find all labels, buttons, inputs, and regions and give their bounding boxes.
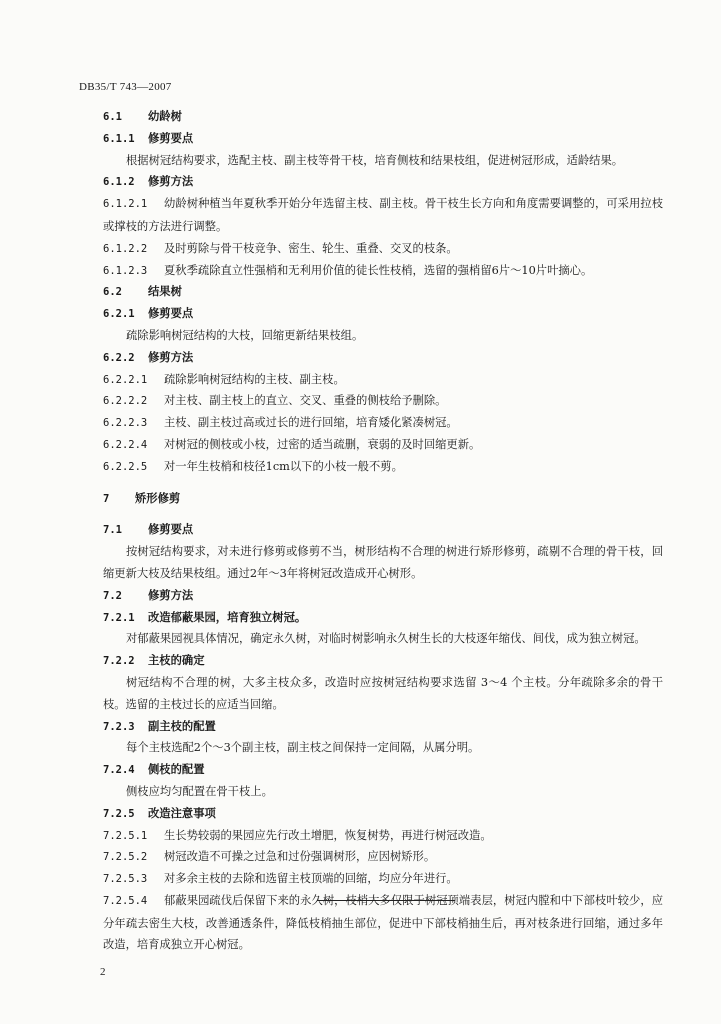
spacer — [103, 478, 663, 488]
list-item — [103, 846, 663, 868]
clause-number: 6.2.2.1 — [103, 373, 148, 386]
clause-number: 6.2.2.5 — [103, 460, 148, 473]
list-item — [103, 434, 663, 456]
clause-text: 树冠结构不合理的树，大多主枝众多，改造时应按树冠结构要求选留 3～4 个主枝。分年疏除多余的骨干枝。选留的主枝过长的应适当回缩。 — [103, 675, 663, 711]
clause-number: 6.1 — [103, 111, 122, 123]
clause-heading — [103, 303, 663, 325]
clause-number: 6.2.2 — [103, 351, 135, 364]
list-item — [103, 390, 663, 412]
clause-text: 侧枝的配置 — [148, 762, 205, 777]
clause-heading — [103, 128, 663, 150]
section-heading — [103, 488, 663, 510]
list-item — [103, 456, 663, 478]
list-item — [103, 825, 663, 847]
subsection-heading — [103, 281, 663, 303]
clause-text: 幼龄树种植当年夏秋季开始分年选留主枝、副主枝。骨干枝生长方向和角度需要调整的，可采用拉枝或撑枝的方法进行调整。 — [103, 197, 663, 233]
clause-number: 6.2.2.4 — [103, 438, 148, 451]
clause-text: 副主枝的配置 — [148, 718, 216, 733]
clause-heading — [103, 171, 663, 193]
clause-text: 按树冠结构要求，对未进行修剪或修剪不当，树形结构不合理的树进行矫形修剪，疏剔不合理的骨干枝，回缩更新大枝及结果枝组。通过2年～3年将树冠改造成开心树形。 — [103, 545, 663, 580]
clause-text: 郁蔽果园疏伐后保留下来的永久树，枝梢大多仅限于树冠顶端表层，树冠内膛和中下部枝叶较少，应分年疏去密生大枝，改善通透条件，降低枝梢抽生部位，促进中下部枝梢抽生后，再对枝条进行回缩，通过多年改造，培育成独立开心树冠。 — [103, 893, 663, 952]
clause-heading — [103, 650, 663, 672]
clause-number: 6.1.1 — [103, 132, 135, 145]
clause-text: 结果树 — [148, 284, 182, 299]
clause-text: 对郁蔽果园视具体情况，确定永久树，对临时树影响永久树生长的大枝逐年缩伐、间伐，成为独立树冠。 — [126, 632, 646, 646]
clause-heading — [103, 347, 663, 369]
clause-text: 对一年生枝梢和枝径1cm以下的小枝一般不剪。 — [164, 459, 403, 473]
paragraph — [103, 150, 663, 172]
clause-number: 6.1.2 — [103, 176, 135, 189]
clause-number: 6.1.2.1 — [103, 198, 148, 211]
end-divider — [317, 900, 455, 901]
clause-number: 6.2.2.3 — [103, 417, 148, 430]
clause-text: 修剪要点 — [148, 306, 194, 321]
clause-number: 6.1.2.2 — [103, 242, 148, 255]
list-item — [103, 868, 663, 890]
clause-heading — [103, 607, 663, 629]
clause-number: 6.2 — [103, 286, 122, 299]
clause-text: 夏秋季疏除直立性强梢和无利用价值的徒长性枝梢，选留的强梢留6片～10片叶摘心。 — [164, 263, 593, 277]
clause-text: 生长势较弱的果园应先行改土增肥，恢复树势，再进行树冠改造。 — [164, 828, 492, 842]
clause-text: 根据树冠结构要求，选配主枝、副主枝等骨干枝，培育侧枝和结果枝组，促进树冠形成，适龄结果。 — [126, 153, 624, 167]
list-item — [103, 193, 663, 238]
clause-heading — [103, 759, 663, 781]
clause-text: 及时剪除与骨干枝竞争、密生、轮生、重叠、交叉的枝条。 — [164, 241, 458, 255]
clause-text: 对多余主枝的去除和选留主枝顶端的回缩，均应分年进行。 — [164, 872, 458, 886]
list-item — [103, 260, 663, 282]
clause-text: 对主枝、副主枝上的直立、交叉、重叠的侧枝给予删除。 — [164, 394, 447, 408]
clause-text: 幼龄树 — [148, 109, 182, 123]
clause-text: 疏除影响树冠结构的大枝，回缩更新结果枝组。 — [126, 328, 364, 342]
clause-number: 7.2.5.4 — [103, 894, 148, 907]
clause-text: 侧枝应均匀配置在骨干枝上。 — [126, 784, 273, 798]
spacer — [103, 509, 663, 519]
list-item — [103, 412, 663, 434]
clause-number: 7.2.5.1 — [103, 829, 148, 842]
clause-text: 主枝的确定 — [148, 653, 205, 668]
paragraph — [103, 541, 663, 585]
clause-text: 疏除影响树冠结构的主枝、副主枝。 — [164, 372, 345, 386]
clause-number: 7.1 — [103, 524, 122, 537]
subsection-heading — [103, 106, 663, 128]
clause-number: 6.2.1 — [103, 308, 135, 321]
list-item — [103, 369, 663, 391]
document-header: DB35/T 743—2007 — [79, 81, 172, 93]
clause-text: 矫形修剪 — [135, 490, 181, 505]
clause-text: 每个主枝选配2个～3个副主枝，副主枝之间保持一定间隔，从属分明。 — [126, 741, 480, 755]
clause-number: 6.1.2.3 — [103, 264, 148, 277]
paragraph — [103, 737, 663, 759]
subsection-heading — [103, 585, 663, 607]
clause-heading — [103, 803, 663, 825]
clause-number: 6.2.2.2 — [103, 395, 148, 408]
clause-number: 7.2.2 — [103, 655, 135, 668]
clause-text: 改造注意事项 — [148, 805, 216, 820]
clause-number: 7.2.5.3 — [103, 873, 148, 886]
clause-text: 修剪方法 — [148, 174, 194, 189]
clause-text: 修剪方法 — [148, 349, 194, 364]
clause-number: 7.2.1 — [103, 611, 135, 624]
clause-number: 7.2.3 — [103, 720, 135, 733]
clause-text: 修剪要点 — [148, 522, 194, 537]
document-body — [103, 106, 663, 956]
paragraph — [103, 781, 663, 803]
clause-text: 改造郁蔽果园，培育独立树冠。 — [148, 609, 307, 624]
clause-number: 7.2 — [103, 589, 122, 602]
subsection-heading — [103, 519, 663, 541]
clause-number: 7 — [103, 492, 110, 505]
page-number: 2 — [100, 966, 106, 978]
clause-number: 7.2.5.2 — [103, 851, 148, 864]
clause-text: 主枝、副主枝过高或过长的进行回缩，培育矮化紧凑树冠。 — [164, 416, 458, 430]
clause-text: 树冠改造不可操之过急和过份强调树形，应因树矫形。 — [164, 850, 436, 864]
paragraph — [103, 672, 663, 716]
clause-text: 对树冠的侧枝或小枝，过密的适当疏删，衰弱的及时回缩更新。 — [164, 437, 481, 451]
clause-text: 修剪方法 — [148, 587, 194, 602]
clause-text: 修剪要点 — [148, 130, 194, 145]
clause-number: 7.2.4 — [103, 764, 135, 777]
paragraph — [103, 325, 663, 347]
paragraph — [103, 628, 663, 650]
clause-heading — [103, 716, 663, 738]
list-item — [103, 238, 663, 260]
clause-number: 7.2.5 — [103, 807, 135, 820]
